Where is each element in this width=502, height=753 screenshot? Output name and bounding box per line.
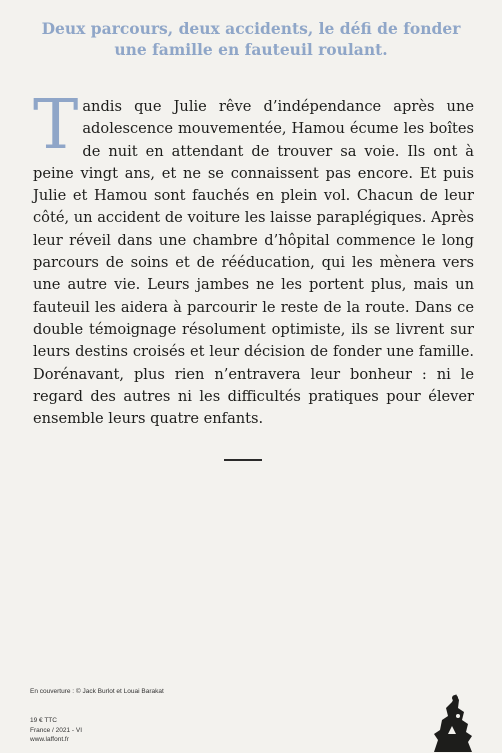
tagline — [20, 18, 482, 60]
back-cover-text — [33, 86, 474, 430]
publisher-logo-icon — [428, 690, 478, 753]
tagline-line1: Deux parcours, deux accidents, le défi de fonder — [41, 19, 461, 38]
publisher-url: www.laffont.fr — [30, 736, 69, 743]
tagline-line2: une famille en fauteuil roulant. — [114, 40, 388, 59]
edition-info: France / 2021 - VI — [30, 726, 83, 734]
cover-credits: En couverture : © Jack Burlot et Louai Barakat — [30, 688, 164, 695]
separator-line — [224, 459, 262, 461]
price: 19 € TTC — [30, 717, 57, 724]
back-cover-paragraph: andis que Julie rêve d’indépendance après une adolescence mouvementée, Hamou écume les boîtes de nuit en attendant de trouver sa voie. Ils ont à peine vingt ans, et ne se connaissent pas encore. Et puis Julie et Hamou sont fauchés en plein vol. Chacun de leur côté, un accident de voiture les laisse paraplégiques. Après leur réveil dans une chambre d’hôpital commence le long parcours de soins et de rééducation, qui les mènera vers une autre vie. Leurs jambes ne les portent plus, mais un fauteuil les aidera à parcourir le reste de la route. Dans ce double témoignage résolument optimiste, ils se livrent sur leurs destins croisés et leur décision de fonder une famille. Dorénavant, plus rien n’entravera leur bonheur : ni le regard des autres ni les difficultés pratiques pour élever ensemble leurs quatre enfants. — [33, 98, 474, 428]
price-block — [30, 716, 82, 745]
dropcap: T — [33, 86, 79, 165]
